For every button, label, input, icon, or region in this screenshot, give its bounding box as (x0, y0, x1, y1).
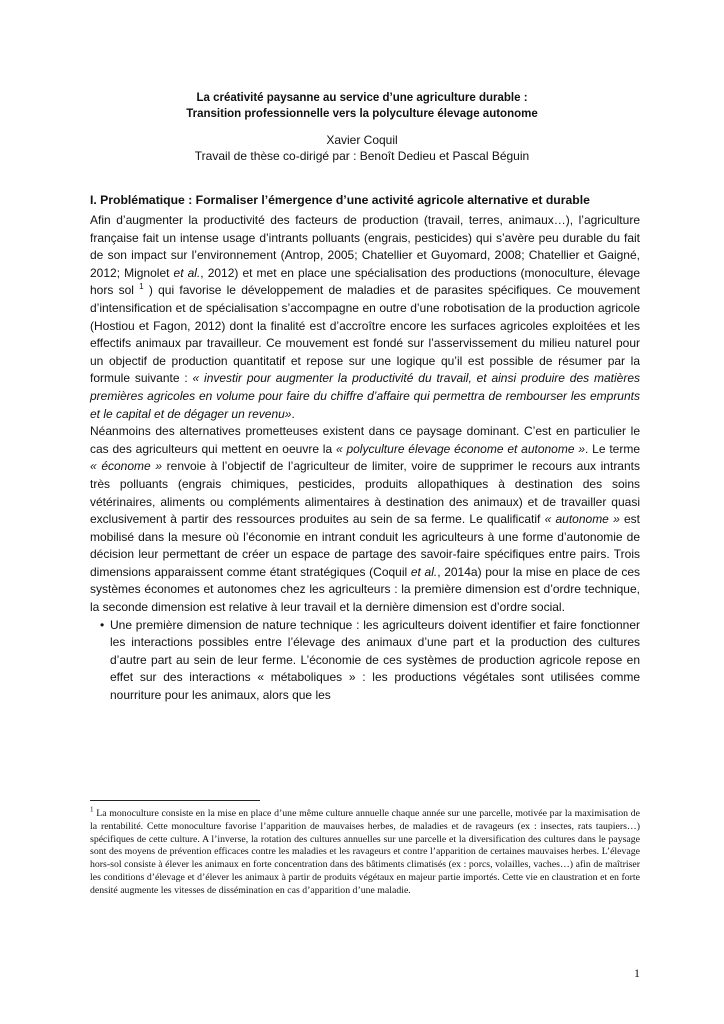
paragraph-1 (90, 212, 640, 423)
paragraph-2-text-d: est mobilisé dans la mesure où l’économie en intrant conduit les agriculteurs à une forme d’autonomie de décision leur permettant de créer un espace de partage des savoir-faire spécifiques entre pairs. Trois dimensions apparaissent comme étant stratégiques (Coquil (90, 512, 641, 579)
paragraph-2-text-e: , 2014a) pour la mise en place de ces systèmes économes et autonomes chez les agriculteurs : la première dimension est d’ordre technique, la seconde dimension est relative à leur travail et la dernière dimension est d’ordre social. (90, 564, 640, 615)
paragraph-2-text-b: . Le terme (585, 441, 640, 456)
author-name: Xavier Coquil (326, 133, 398, 147)
bullet-item-technique (90, 617, 640, 705)
page-number: 1 (634, 966, 640, 980)
paragraph-2-text-a: Néanmoins des alternatives prometteuses existent dans ce paysage dominant. C’est en particulier le cas des agriculteurs qui mettent en oeuvre la (90, 424, 640, 456)
footnote-ref[interactable]: 1 (139, 282, 144, 292)
paragraph-1-text-a: Afin d’augmenter la productivité des facteurs de production (travail, terres, animaux…), l’agriculture française fait un intense usage d’intrants polluants (engrais, pesticides) qui s’avère peu durable du fait de son impact sur l’environnement (Antrop, 2005; Chatellier et Guyomard, 2008; Chatellier et Gaigné, 2012; Mignolet (90, 213, 640, 280)
bullet-icon: • (100, 617, 105, 632)
term-econome: « économe » (90, 459, 163, 474)
supervision-line: Travail de thèse co-dirigé par : Benoît Dedieu et Pascal Béguin (194, 149, 530, 163)
paragraph-1-text-b: , 2012) et met en place une spécialisation des productions (monoculture, élevage hors sol (90, 265, 640, 298)
paragraph-1-end: . (291, 406, 295, 421)
bullet-text: Une première dimension de nature technique : les agriculteurs doivent identifier et faire fonctionner les interactions possibles entre l’élevage des animaux d’une part et la production des cultures d’autre part au sein de leur ferme. L’économie de ces systèmes de production agricole repose en effet sur des interactions « métaboliques » : les productions végétales sont utilisées comme nourriture pour les animaux, alors que les (110, 617, 640, 703)
title-line-1: La créativité paysanne au service d’une agriculture durable : (196, 92, 528, 104)
title-block (90, 90, 634, 164)
footnote-number: 1 (90, 805, 94, 814)
footnote-text: La monoculture consiste en la mise en place d’une même culture annuelle chaque année sur une parcelle, motivée par la maximisation de la rentabilité. Cette monoculture favorise l’apparition de mauvaises herbes, de maladies et de ravageurs (ex : insectes, rats taupiers…) spécifiques de cette culture. A l’inverse, la rotation des cultures annuelles sur une parcelle et la diversification des cultures dans le paysage sont des moyens de prévention efficaces contre les maladies et les ravageurs et contre l’apparition de certaines mauvaises herbes. L’élevage hors-sol consiste à élever les animaux en forte concentration dans des bâtiments climatisés (ex : porcs, volailles, vaches…) afin de maîtriser les conditions d’élevage et d’élever les animaux à partir de produits végétaux en majeur partie importés. Cette vie en claustration et en forte densité augmente les vitesses de dissémination en cas d’apparition d’une maladie. (90, 808, 640, 896)
footnote-divider (90, 800, 260, 801)
quote-formula: « investir pour augmenter la productivité du travail, et ainsi produire des matières premières agricoles en volume pour faire du chiffre d’affaire qui permettra de rembourser les emprunts et le capital et de dégager un revenu» (90, 371, 640, 421)
footnote-1 (90, 805, 640, 898)
body-text (90, 212, 640, 705)
title-line-2: Transition professionnelle vers la polyculture élevage autonome (186, 108, 538, 120)
term-polyculture: « polyculture élevage économe et autonome » (335, 441, 586, 456)
et-al-citation-2: et al. (410, 564, 438, 579)
section-heading: I. Problématique : Formaliser l’émergence d’une activité agricole alternative et durable (90, 193, 590, 207)
term-autonome: « autonome » (544, 512, 620, 527)
paragraph-2-text-c: renvoie à l’objectif de l’agriculteur de limiter, voire de supprimer le recours aux intrants très polluants (engrais chimiques, pesticides, produits allopathiques à destination des soins vétérinaires, aliments ou compléments alimentaires à destination des animaux) et de travailler quasi exclusivement à partir des ressources produites au sein de sa ferme. Le qualificatif (90, 459, 640, 527)
et-al-citation: et al. (173, 265, 201, 280)
paragraph-2 (90, 423, 640, 617)
paragraph-1-text-c: ) qui favorise le développement de maladies et de parasites spécifiques. Ce mouvement d’intensification et de spécialisation s’accompagne en outre d’une robotisation de la production agricole (Hostiou et Fagon, 2012) dont la finalité est d’accroître encore les surfaces agricoles exploitées et les effectifs animaux par travailleur. Ce mouvement est fondé sur l’asservissement du milieu naturel pour un objectif de production quantitatif et repose sur une logique qu’il est possible de résumer par la formule suivante : (90, 283, 640, 386)
